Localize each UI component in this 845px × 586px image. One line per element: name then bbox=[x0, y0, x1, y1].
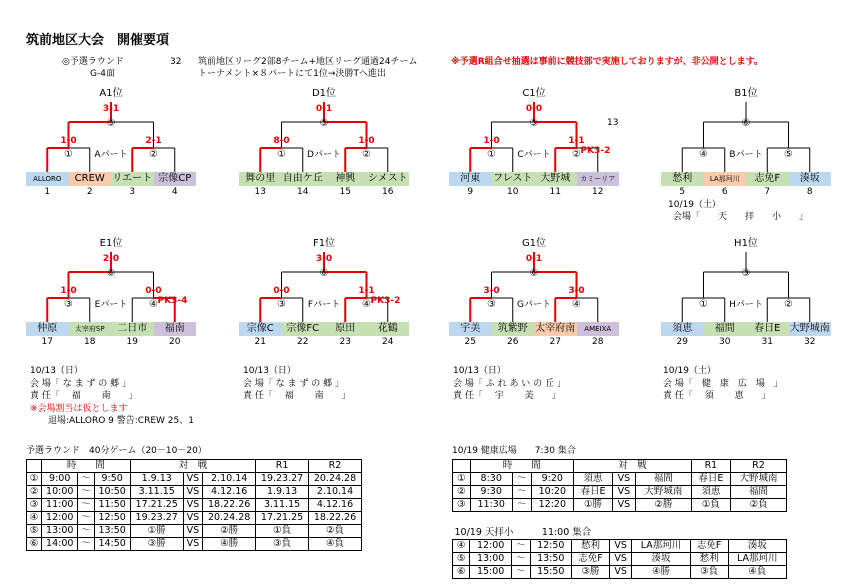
table-cell: 4.12.16 bbox=[309, 499, 362, 512]
match-number-right: ④ bbox=[572, 299, 581, 310]
team-number: 22 bbox=[297, 337, 309, 347]
table-cell: VS bbox=[609, 553, 631, 566]
team-cell: 宗像FC bbox=[282, 322, 325, 336]
table-cell: 須恵 bbox=[573, 473, 612, 486]
match-number-final: ⑤ bbox=[529, 118, 539, 129]
bracket-title-5: E1位 bbox=[99, 238, 123, 249]
match-number-final: ⑤ bbox=[319, 118, 329, 129]
team-number: 14 bbox=[297, 187, 309, 197]
score-pk: PK3-2 bbox=[580, 146, 611, 156]
table-cell: 11:50 bbox=[94, 499, 130, 512]
table-row bbox=[453, 540, 787, 553]
table-cell: 愁利 bbox=[690, 553, 728, 566]
table-cell: ② bbox=[453, 486, 471, 499]
table-cell: ①負 bbox=[691, 499, 730, 512]
venue-1-charge: 責 任「 福 南 」 bbox=[30, 391, 138, 401]
score-right: 1-0 bbox=[358, 136, 375, 146]
schedule-right-table-2 bbox=[452, 527, 787, 579]
table-cell: ①負 bbox=[256, 525, 309, 538]
part-label: Dパート bbox=[307, 150, 341, 160]
table-header-row bbox=[453, 460, 787, 473]
team-cell: リエート bbox=[112, 173, 153, 184]
team-cell: 原田 bbox=[324, 322, 367, 336]
table-row bbox=[453, 473, 787, 486]
table-cell: 愁利 bbox=[572, 540, 610, 553]
match-number-right: ② bbox=[149, 149, 158, 160]
score-pk: PK3-4 bbox=[157, 296, 188, 306]
table-cell: ～ bbox=[78, 473, 94, 486]
team-cell: フレスト bbox=[493, 173, 533, 184]
team-number: 31 bbox=[761, 337, 773, 347]
table-cell: 対 戦 bbox=[130, 460, 255, 473]
bracket-title-3: C1位 bbox=[522, 88, 546, 99]
team-cell: 湊坂 bbox=[789, 172, 832, 186]
table-cell: 志免F bbox=[572, 553, 610, 566]
table-cell: 14:00 bbox=[42, 538, 78, 551]
bracket-title-6: F1位 bbox=[312, 238, 336, 249]
bracket-title-2: D1位 bbox=[311, 88, 337, 99]
table-cell: ④勝 bbox=[632, 566, 690, 579]
table-cell: 15:50 bbox=[530, 566, 572, 579]
table-cell: 11:30 bbox=[470, 499, 512, 512]
score-left: 8-0 bbox=[273, 136, 290, 146]
team-number: 6 bbox=[721, 187, 728, 197]
table-cell: ③負 bbox=[256, 538, 309, 551]
venue-note: ※会場割当は仮とします bbox=[30, 404, 128, 414]
table-cell: ④ bbox=[27, 512, 42, 525]
venue-4-name: 会 場「 健 康 広 場 」 bbox=[663, 379, 783, 389]
table-cell: ③ bbox=[453, 499, 471, 512]
table-cell: ～ bbox=[511, 553, 530, 566]
match-number-final: ⑥ bbox=[319, 268, 329, 279]
team-number: 17 bbox=[41, 337, 53, 347]
team-cell: 愁利 bbox=[661, 172, 704, 186]
table-cell: 2.10.14 bbox=[203, 473, 256, 486]
team-number: 1 bbox=[44, 187, 51, 197]
table-cell: 3.11.15 bbox=[130, 486, 183, 499]
table-cell: 10:20 bbox=[531, 486, 573, 499]
team-number: 25 bbox=[464, 337, 476, 347]
team-number: 7 bbox=[764, 187, 771, 197]
table-cell: 19.23.27 bbox=[256, 473, 309, 486]
match-number-left: ③ bbox=[64, 299, 73, 310]
table-cell: R1 bbox=[691, 460, 730, 473]
team-cell: 花鶴 bbox=[367, 322, 410, 336]
table-cell: 志免F bbox=[690, 540, 728, 553]
table-cell: VS bbox=[183, 512, 203, 525]
table-cell: VS bbox=[183, 525, 203, 538]
table-cell: ④勝 bbox=[203, 538, 256, 551]
team-number: 16 bbox=[382, 187, 394, 197]
venue-1-name: 会 場「 な ま ず の 郷 」 bbox=[30, 379, 132, 389]
table-cell: VS bbox=[183, 473, 203, 486]
table-row bbox=[453, 486, 787, 499]
table-cell: 12:50 bbox=[94, 512, 130, 525]
venue-4-date: 10/19（土） bbox=[663, 366, 716, 376]
table-row bbox=[27, 512, 362, 525]
score-right: 2-1 bbox=[145, 136, 162, 146]
venue-3-charge: 責 任「 宇 美 」 bbox=[453, 391, 561, 401]
bracket-title-4: B1位 bbox=[734, 88, 758, 99]
table-cell: VS bbox=[613, 486, 636, 499]
table-cell: ④ bbox=[453, 540, 470, 553]
match-number-left: ④ bbox=[699, 149, 708, 160]
courts-label: G-4面 bbox=[90, 69, 115, 79]
score-left: 3-0 bbox=[483, 286, 500, 296]
table-row bbox=[27, 499, 362, 512]
team-number: 28 bbox=[592, 337, 604, 347]
table-cell: 13:00 bbox=[42, 525, 78, 538]
team-number: 9 bbox=[467, 187, 474, 197]
table-cell: ⑥ bbox=[453, 566, 470, 579]
venue-3-date: 10/13（日） bbox=[453, 366, 506, 376]
table-cell: ②負 bbox=[730, 499, 786, 512]
match-number-final: ③ bbox=[741, 268, 751, 279]
table-cell: 15:00 bbox=[470, 566, 512, 579]
team-number: 3 bbox=[129, 187, 136, 197]
schedule-right-table-1 bbox=[452, 459, 787, 512]
table-cell: 春日E bbox=[573, 486, 612, 499]
team-cell: 神興 bbox=[324, 172, 367, 186]
team-cell: 二日市 bbox=[111, 322, 154, 336]
match-number-right: ④ bbox=[149, 299, 158, 310]
team-cell: シメスト bbox=[367, 173, 408, 184]
table-cell: 9:20 bbox=[531, 473, 573, 486]
table-cell: ②負 bbox=[309, 525, 362, 538]
table-cell: ～ bbox=[511, 566, 530, 579]
table-cell: 9:30 bbox=[470, 486, 512, 499]
table-cell: VS bbox=[609, 566, 631, 579]
table-cell: 12:00 bbox=[42, 512, 78, 525]
table-cell: ～ bbox=[78, 512, 94, 525]
match-number-left: ③ bbox=[277, 299, 286, 310]
venue-3-name: 会 場「 ふ れ あ い の 丘 」 bbox=[453, 379, 566, 389]
table-cell: 10:50 bbox=[94, 486, 130, 499]
table-cell: 大野城南 bbox=[730, 473, 786, 486]
venue-1-date: 10/13（日） bbox=[30, 366, 83, 376]
team-number: 19 bbox=[126, 337, 138, 347]
score-final: 0-1 bbox=[315, 104, 333, 114]
schedule-right-header-1: 10/19 健康広場 7:30 集合 bbox=[452, 446, 576, 456]
match-number-final: ⑥ bbox=[106, 268, 116, 279]
match-number-left: ① bbox=[277, 149, 286, 160]
team-number: 13 bbox=[254, 187, 266, 197]
table-cell: 福間 bbox=[635, 473, 691, 486]
penalty-note: 退場:ALLORO 9 警告:CREW 25、1 bbox=[48, 416, 194, 426]
table-cell: ③負 bbox=[690, 566, 728, 579]
venue-2-date: 10/13（日） bbox=[243, 366, 296, 376]
team-cell: 宗像CP bbox=[154, 172, 197, 186]
table-cell: ～ bbox=[78, 486, 94, 499]
team-number: 15 bbox=[339, 187, 351, 197]
team-cell: 太宰府南 bbox=[535, 323, 576, 334]
table-cell: 9:50 bbox=[94, 473, 130, 486]
score-final: 0-0 bbox=[525, 104, 543, 114]
table-cell: 対 戦 bbox=[573, 460, 691, 473]
table-subheader-row bbox=[453, 527, 787, 540]
table-cell: 17.21.25 bbox=[130, 499, 183, 512]
match-number-left: ① bbox=[64, 149, 73, 160]
table-cell: ～ bbox=[512, 473, 531, 486]
match-number-left: ① bbox=[487, 149, 496, 160]
table-cell: 時 間 bbox=[470, 460, 573, 473]
venue-2-charge: 責 任「 福 南 」 bbox=[243, 391, 351, 401]
page-title: 筑前地区大会 開催要項 bbox=[26, 33, 170, 48]
match-number-left: ③ bbox=[487, 299, 496, 310]
team-number: 20 bbox=[169, 337, 181, 347]
score-left: 1-0 bbox=[483, 136, 500, 146]
table-cell: ① bbox=[27, 473, 42, 486]
table-cell: 10:00 bbox=[42, 486, 78, 499]
table-row bbox=[27, 538, 362, 551]
table-cell: 17.21.25 bbox=[256, 512, 309, 525]
table-cell: ～ bbox=[512, 499, 531, 512]
venue-4-charge: 責 任「 須 恵 」 bbox=[663, 391, 771, 401]
table-cell: 20.24.28 bbox=[309, 473, 362, 486]
team-cell: 自由ケ丘 bbox=[282, 173, 323, 184]
score-right: 0-0 bbox=[145, 286, 162, 296]
schedule-left-table bbox=[26, 459, 362, 551]
score-pk: PK3-2 bbox=[370, 296, 401, 306]
team-cell: LA那珂川 bbox=[704, 172, 747, 186]
table-cell: 13:50 bbox=[530, 553, 572, 566]
table-cell: ～ bbox=[512, 486, 531, 499]
table-cell: ⑤ bbox=[453, 553, 470, 566]
match-number-right: ② bbox=[784, 299, 793, 310]
team-number: 8 bbox=[806, 187, 813, 197]
table-cell: ③勝 bbox=[130, 538, 183, 551]
part-label: Hパート bbox=[729, 300, 763, 310]
table-cell: 13:50 bbox=[94, 525, 130, 538]
table-cell: 19.23.27 bbox=[130, 512, 183, 525]
score-right: 3-0 bbox=[568, 286, 585, 296]
table-row bbox=[453, 566, 787, 579]
team-cell: 太宰府SP bbox=[69, 322, 112, 336]
table-cell: VS bbox=[183, 486, 203, 499]
score-left: 1-0 bbox=[60, 286, 77, 296]
team-cell: 大野城 bbox=[534, 172, 577, 186]
match-number-right: ⑤ bbox=[784, 149, 793, 160]
team-cell: ALLORO bbox=[26, 172, 69, 186]
team-cell: 仲原 bbox=[26, 322, 69, 336]
table-cell: 12:50 bbox=[530, 540, 572, 553]
venue-2-name: 会 場「 な ま ず の 郷 」 bbox=[243, 379, 345, 389]
score-final: 3-0 bbox=[315, 254, 333, 264]
team-cell: 福南 bbox=[154, 322, 197, 336]
table-cell: 18.22.26 bbox=[203, 499, 256, 512]
table-cell: R2 bbox=[309, 460, 362, 473]
match-number-right: ④ bbox=[362, 299, 371, 310]
table-cell: ～ bbox=[78, 499, 94, 512]
table-cell: 大野城南 bbox=[635, 486, 691, 499]
team-cell: 舞の里 bbox=[239, 172, 282, 186]
table-cell: 時 間 bbox=[42, 460, 131, 473]
table-cell: VS bbox=[183, 499, 203, 512]
table-cell: 13:00 bbox=[470, 553, 512, 566]
table-cell: R1 bbox=[256, 460, 309, 473]
venue-b-date: 10/19（土） bbox=[668, 200, 721, 210]
table-row bbox=[27, 473, 362, 486]
table-cell: 2.10.14 bbox=[309, 486, 362, 499]
table-cell: LA那珂川 bbox=[632, 540, 690, 553]
score-final: 3-1 bbox=[102, 104, 120, 114]
table-row bbox=[27, 486, 362, 499]
bracket-title-8: H1位 bbox=[734, 238, 758, 249]
team-number: 18 bbox=[84, 337, 96, 347]
table-cell: ①勝 bbox=[130, 525, 183, 538]
score-right: 1-1 bbox=[568, 136, 585, 146]
schedule-left-title: 予選ラウンド 40分ゲーム（20－10－20） bbox=[26, 446, 207, 456]
table-cell: R2 bbox=[730, 460, 786, 473]
round-label: ◎予選ラウンド bbox=[62, 57, 124, 67]
match-number-final: ⑥ bbox=[529, 268, 539, 279]
table-cell: 12:00 bbox=[470, 540, 512, 553]
team-cell: CREW bbox=[69, 172, 112, 186]
table-cell: ① bbox=[453, 473, 471, 486]
table-cell: ～ bbox=[78, 525, 94, 538]
table-cell bbox=[27, 460, 42, 473]
table-cell: 14:50 bbox=[94, 538, 130, 551]
desc-line-2: トーナメント×８パートにて1位→決勝Tへ進出 bbox=[198, 69, 386, 79]
part-label: Gパート bbox=[517, 300, 551, 310]
team-cell: 筑紫野 bbox=[492, 322, 535, 336]
table-row bbox=[453, 499, 787, 512]
table-cell: 福間 bbox=[730, 486, 786, 499]
table-cell: 18.22.26 bbox=[309, 512, 362, 525]
bracket-title-1: A1位 bbox=[99, 88, 123, 99]
team-number: 30 bbox=[719, 337, 731, 347]
team-number: 12 bbox=[592, 187, 604, 197]
table-cell bbox=[453, 460, 471, 473]
table-cell: 20.24.28 bbox=[203, 512, 256, 525]
table-cell: ①勝 bbox=[573, 499, 612, 512]
team-number: 23 bbox=[339, 337, 351, 347]
part-label: Cパート bbox=[517, 150, 551, 160]
team-number: 26 bbox=[507, 337, 519, 347]
team-cell: 河東 bbox=[449, 172, 492, 186]
table-cell: 3.11.15 bbox=[256, 499, 309, 512]
match-number-right: ② bbox=[572, 149, 581, 160]
team-number: 4 bbox=[171, 187, 178, 197]
team-cell: 志免F bbox=[746, 172, 789, 186]
team-number: 5 bbox=[679, 187, 686, 197]
team-cell: 大野城南 bbox=[789, 323, 830, 334]
part-label: Eパート bbox=[94, 300, 128, 310]
notice-text: ※予選R組合せ抽選は事前に競技部で実施しておりますが、非公開とします。 bbox=[451, 57, 763, 67]
table-cell: 1.9.13 bbox=[256, 486, 309, 499]
table-cell: 9:00 bbox=[42, 473, 78, 486]
table-row bbox=[27, 525, 362, 538]
score-right: 1-1 bbox=[358, 286, 375, 296]
table-cell: ④負 bbox=[728, 566, 786, 579]
match-number-right: ② bbox=[362, 149, 371, 160]
match-number-final: ⑥ bbox=[741, 118, 751, 129]
team-number: 2 bbox=[86, 187, 93, 197]
table-cell: 8:30 bbox=[470, 473, 512, 486]
table-cell: ④負 bbox=[309, 538, 362, 551]
team-count: 32 bbox=[170, 57, 182, 67]
team-number: 29 bbox=[676, 337, 688, 347]
table-cell: ～ bbox=[78, 538, 94, 551]
table-cell: 須恵 bbox=[691, 486, 730, 499]
table-cell: 湊坂 bbox=[632, 553, 690, 566]
match-number-left: ① bbox=[699, 299, 708, 310]
table-cell: ②勝 bbox=[635, 499, 691, 512]
table-cell: ②勝 bbox=[203, 525, 256, 538]
table-cell: VS bbox=[609, 540, 631, 553]
table-cell: ⑤ bbox=[27, 525, 42, 538]
table-cell: LA那珂川 bbox=[728, 553, 786, 566]
part-label: Fパート bbox=[307, 300, 341, 310]
team-number: 32 bbox=[804, 337, 816, 347]
table-cell: VS bbox=[183, 538, 203, 551]
table-cell: 湊坂 bbox=[728, 540, 786, 553]
score-final: 2-0 bbox=[102, 254, 120, 264]
team-cell: 春日E bbox=[746, 322, 789, 336]
table-row bbox=[453, 553, 787, 566]
table-cell: VS bbox=[613, 499, 636, 512]
team-cell: 福間 bbox=[704, 322, 747, 336]
table-cell: ⑥ bbox=[27, 538, 42, 551]
part-label: Aパート bbox=[94, 150, 128, 160]
table-cell: ③勝 bbox=[572, 566, 610, 579]
table-cell: 1.9.13 bbox=[130, 473, 183, 486]
schedule-right-header-2: 10/19 天拝小 11:00 集合 bbox=[453, 527, 787, 540]
table-cell: ③ bbox=[27, 499, 42, 512]
team-number: 11 bbox=[549, 187, 561, 197]
table-cell: 春日E bbox=[691, 473, 730, 486]
part-label: Bパート bbox=[729, 150, 763, 160]
score-left: 1-0 bbox=[60, 136, 77, 146]
bracket-title-7: G1位 bbox=[521, 238, 547, 249]
team-number: 27 bbox=[549, 337, 561, 347]
table-cell: ～ bbox=[511, 540, 530, 553]
team-cell: 宇美 bbox=[449, 322, 492, 336]
table-cell: 12:20 bbox=[531, 499, 573, 512]
team-number: 21 bbox=[254, 337, 266, 347]
table-cell: ② bbox=[27, 486, 42, 499]
score-final: 0-1 bbox=[525, 254, 543, 264]
venue-b-name: 会場「 天 拝 小 」 bbox=[673, 212, 809, 222]
match-number-final: ⑤ bbox=[106, 118, 116, 129]
table-cell: VS bbox=[613, 473, 636, 486]
extra-number: 13 bbox=[607, 118, 619, 128]
table-header-row bbox=[27, 460, 362, 473]
team-cell: 宗像C bbox=[239, 322, 282, 336]
team-cell: AMEIXA bbox=[577, 322, 620, 336]
table-cell: 4.12.16 bbox=[203, 486, 256, 499]
team-number: 24 bbox=[382, 337, 394, 347]
team-cell: カミーリア bbox=[577, 172, 620, 186]
score-left: 0-0 bbox=[273, 286, 290, 296]
desc-line-1: 筑前地区リーグ2部8チーム+地区リーグ通過24チーム bbox=[198, 57, 418, 67]
table-cell: 11:00 bbox=[42, 499, 78, 512]
team-cell: 須恵 bbox=[661, 322, 704, 336]
team-number: 10 bbox=[507, 187, 519, 197]
